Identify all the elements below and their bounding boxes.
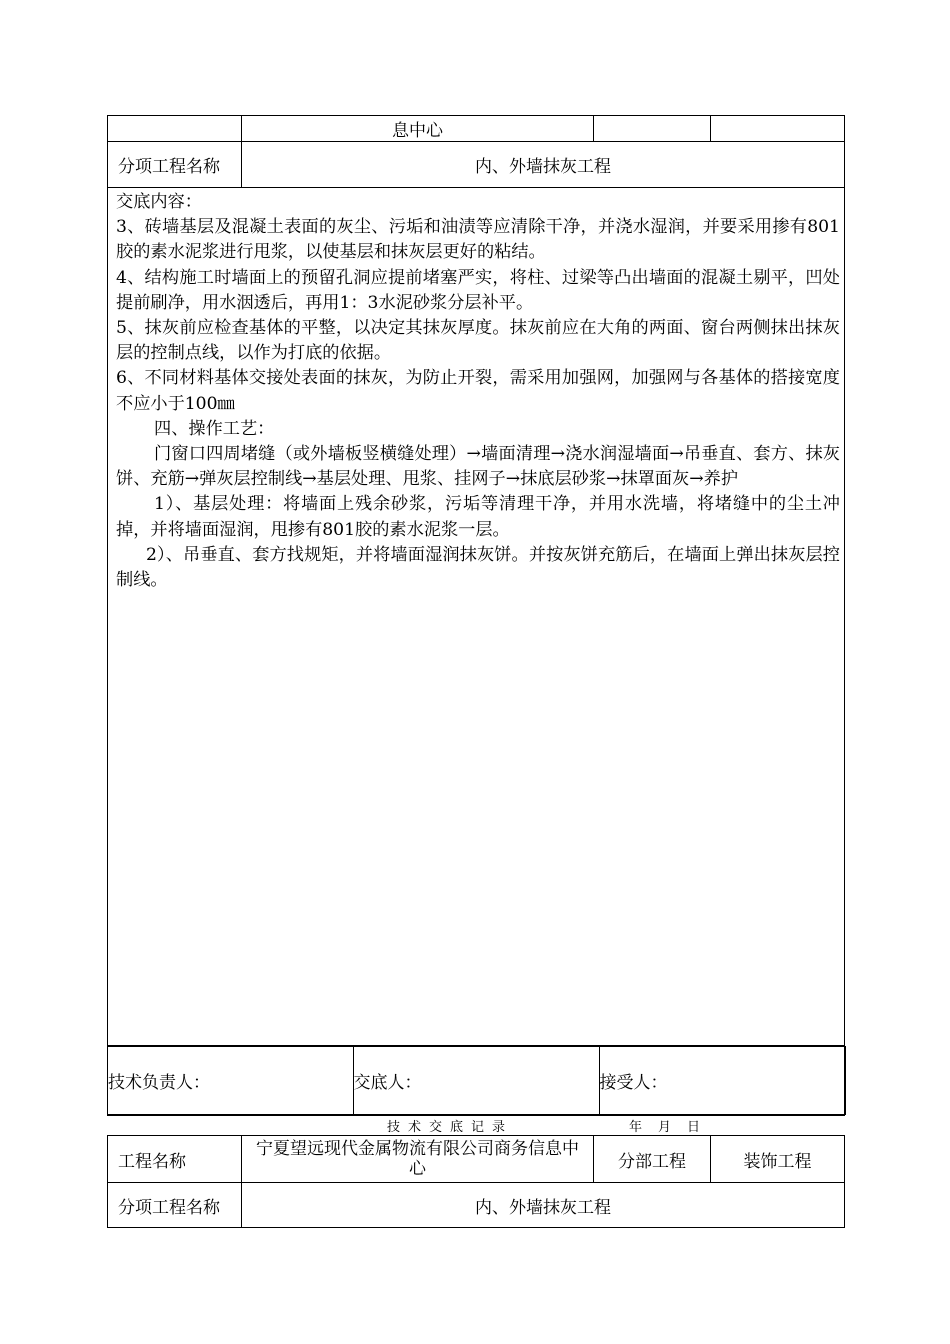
disclosure-content — [116, 190, 840, 593]
sub-project-row-next — [108, 1183, 845, 1228]
step-2-plumb-square: 2）、吊垂直、套方找规矩，并将墙面湿润抹灰饼。并按灰饼充筋后，在墙面上弹出抹灰层控制线。 — [116, 544, 840, 591]
content-cell — [108, 188, 845, 1046]
signature-table — [108, 1046, 846, 1115]
presenter-signature: 交底人： — [353, 1047, 599, 1115]
process-flow: 门窗口四周堵缝（或外墙板竖横缝处理）→墙面清理→浇水润湿墙面→吊垂直、套方、抹灰饼、充筋→弹灰层控制线→基层处理、甩浆、挂网子→抹底层砂浆→抹罩面灰→养护 — [116, 444, 840, 490]
record-date: 年月日 — [629, 1120, 717, 1135]
paragraph-3: 3、砖墙基层及混凝土表面的灰尘、污垢和油渍等应清除干净，并浇水湿润，并要采用掺有801胶的素水泥浆进行甩浆，以使基层和抹灰层更好的粘结。 — [116, 217, 840, 263]
content-header: 交底内容： — [116, 192, 202, 212]
division-value-cell — [711, 116, 845, 142]
division-label-cell — [594, 116, 711, 142]
sub-project-label-next: 分项工程名称 — [108, 1183, 242, 1228]
paragraph-4: 4、结构施工时墙面上的预留孔洞应提前堵塞严实，将柱、过梁等凸出墙面的混凝土剔平，凹处提前刷净，用水洇透后，再用1：3水泥砂浆分层补平。 — [116, 267, 840, 313]
paragraph-5: 5、抹灰前应检查基体的平整，以决定其抹灰厚度。抹灰前应在大角的两面、窗台两侧抹出抹灰层的控制点线，以作为打底的依据。 — [116, 318, 840, 364]
step-1-base-treatment: 1）、基层处理：将墙面上残余砂浆，污垢等清理干净，并用水洗墙，将堵缝中的尘土冲掉，并将墙面湿润，甩掺有801胶的素水泥浆一层。 — [116, 494, 840, 540]
section-title-operation: 四、操作工艺： — [154, 418, 275, 439]
project-name-label: 工程名称 — [108, 1136, 242, 1183]
project-name-value-tail: 息中心 — [242, 116, 594, 142]
project-name-row-tail — [108, 116, 845, 142]
tech-lead-signature: 技术负责人： — [108, 1047, 353, 1115]
sub-project-value: 内、外墙抹灰工程 — [242, 142, 845, 188]
record-header-line — [107, 1116, 844, 1134]
content-row — [108, 188, 845, 1046]
disclosure-table-next — [107, 1135, 845, 1228]
division-value: 装饰工程 — [711, 1136, 845, 1183]
sub-project-value-next: 内、外墙抹灰工程 — [242, 1183, 845, 1228]
project-name-value: 宁夏望远现代金属物流有限公司商务信息中心 — [242, 1136, 594, 1183]
project-name-label-cell — [108, 116, 242, 142]
signature-row — [108, 1046, 845, 1116]
paragraph-6: 6、不同材料基体交接处表面的抹灰，为防止开裂，需采用加强网，加强网与各基体的搭接宽度不应小于100㎜ — [116, 368, 840, 414]
sub-project-label: 分项工程名称 — [108, 142, 242, 188]
project-name-row — [108, 1136, 845, 1183]
record-title: 技术交底记录 — [387, 1120, 514, 1135]
sub-project-row — [108, 142, 845, 188]
disclosure-table-continued — [107, 115, 845, 1116]
division-label: 分部工程 — [594, 1136, 711, 1183]
receiver-signature: 接受人： — [599, 1047, 845, 1115]
